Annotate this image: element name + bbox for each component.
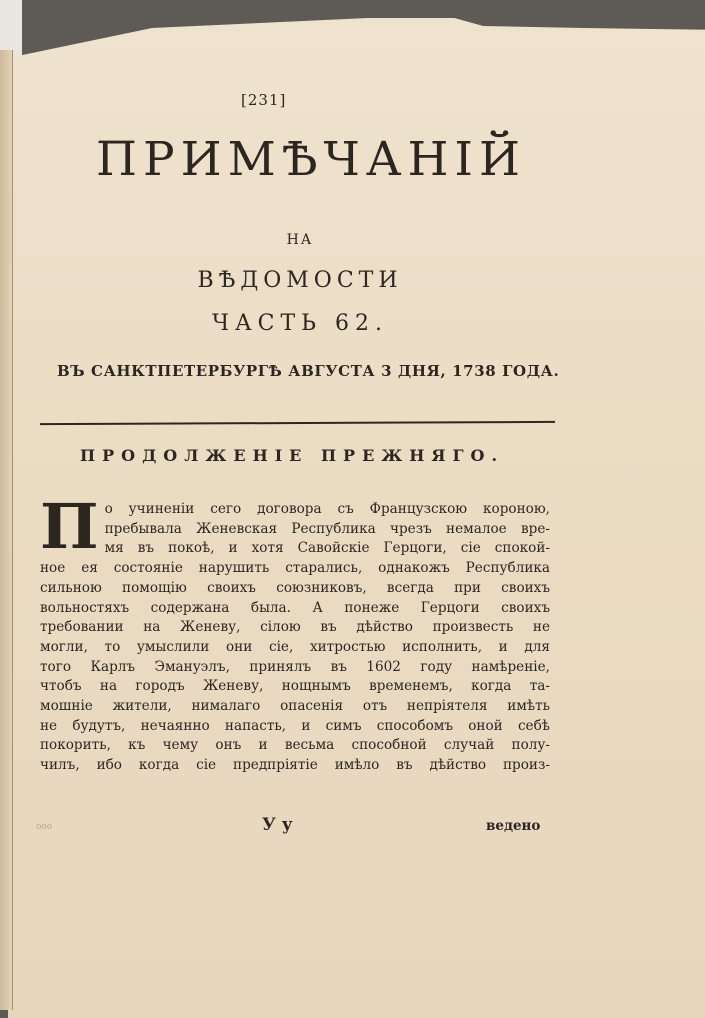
body-line: того Карлъ Эмануэлъ, принялъ въ 1602 году намѣреніе,: [40, 658, 550, 675]
body-line: мошніе жители, нималаго опасенія отъ непріятеля имѣть: [40, 698, 550, 715]
body-line: чтобъ на городъ Женеву, нощнымъ временемъ, когда та-: [40, 678, 550, 695]
body-line: о учиненіи сего договора съ Французскою короною,: [104, 501, 550, 517]
body-line: требовании на Женеву, сілою въ дѣйство произвесть не: [40, 619, 550, 636]
body-line: покорить, къ чему онъ и весьма способной случай полу-: [40, 737, 550, 754]
section-heading: ПРОДОЛЖЕНІЕ ПРЕЖНЯГО.: [80, 446, 505, 465]
body-line: не будутъ, нечаянно напасть, и симъ способомъ оной себѣ: [40, 717, 550, 734]
faint-show-through-mark: ооо: [36, 822, 53, 832]
body-line: пребывала Женевская Республика чрезъ немалое вре-: [104, 520, 550, 537]
body-line: чилъ, ибо когда сіе предпріятіе имѣло въ дѣйство произ-: [40, 757, 550, 774]
body-line: мя въ покоѣ, и хотя Савойскіе Герцоги, сіе спокой-: [104, 540, 550, 557]
subtitle-na: НА: [286, 232, 314, 248]
catchword: ведено: [486, 818, 541, 834]
body-line: ное ея состояніе нарушить старались, однакожъ Республика: [40, 560, 550, 577]
body-line: могли, то умыслили они сіе, хитростью исполнить, и для: [40, 638, 550, 655]
subtitle-vedomosti: ВѢДОМОСТИ: [197, 268, 403, 293]
body-paragraph: [40, 490, 550, 776]
subtitle-part: ЧАСТЬ 62.: [212, 311, 388, 336]
body-line: сильною помощію своихъ союзниковъ, всегда при своихъ: [40, 579, 550, 596]
drop-cap: П: [40, 490, 99, 563]
date-line: ВЪ САНКТПЕТЕРБУРГѢ АВГУСТА 3 ДНЯ, 1738 ГОДА.: [57, 362, 560, 380]
page-number: [231]: [241, 91, 287, 109]
page-title: ПРИМѢЧАНІЙ: [96, 132, 526, 187]
page-left-edge: [0, 50, 13, 1010]
body-line: вольностяхъ содержана была. А понеже Герцоги своихъ: [40, 599, 550, 616]
signature-mark: Уу: [262, 815, 299, 835]
